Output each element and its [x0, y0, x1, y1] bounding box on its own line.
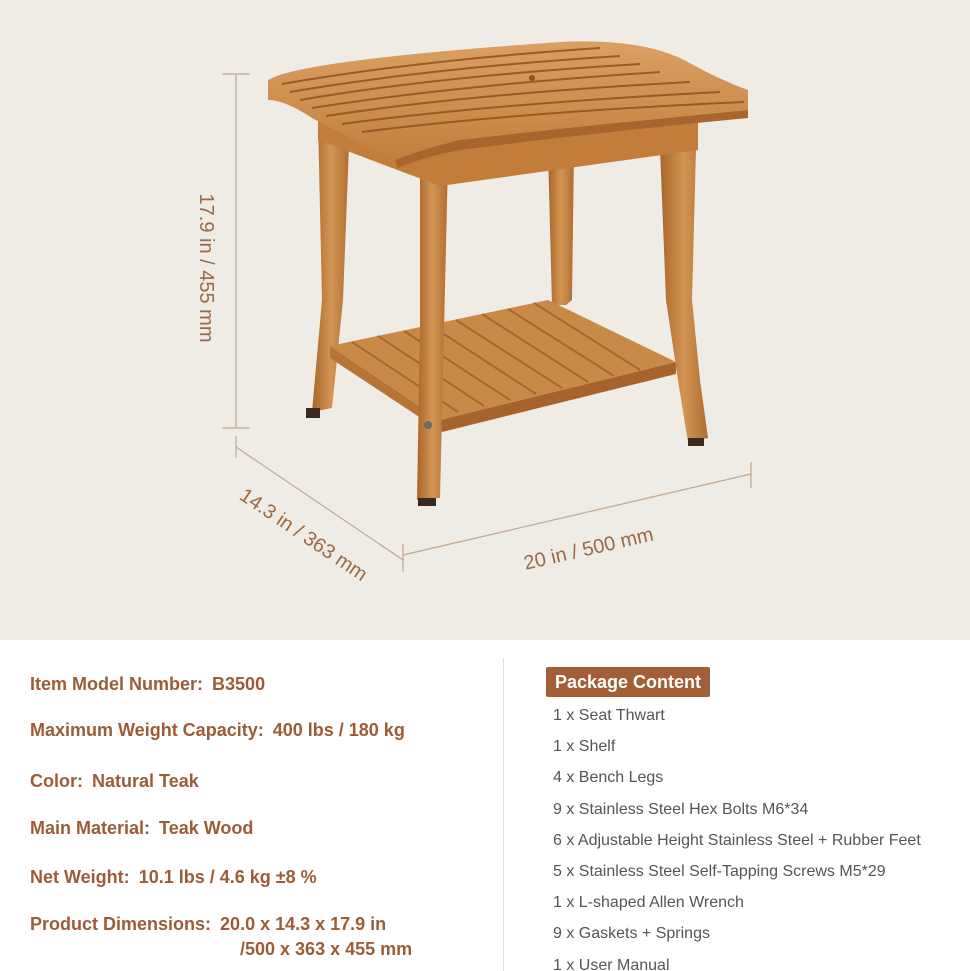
- specifications-section: [0, 640, 970, 971]
- width-dimension-label: 20 in / 500 mm: [521, 523, 656, 575]
- package-item: 1 x Seat Thwart: [553, 707, 665, 724]
- bench-shelf: [330, 300, 676, 432]
- spec-weight-capacity: [30, 719, 405, 741]
- spec-product-dimensions-metric: /500 x 363 x 455 mm: [240, 939, 413, 959]
- package-content-list: [553, 706, 921, 971]
- spec-value: Natural Teak: [92, 771, 199, 791]
- depth-dimension-label: 14.3 in / 363 mm: [235, 484, 372, 586]
- spec-label: Item Model Number:: [30, 674, 204, 694]
- spec-label: Maximum Weight Capacity:: [30, 720, 264, 740]
- package-item: 4 x Bench Legs: [553, 769, 664, 787]
- spec-label: Net Weight:: [30, 867, 130, 887]
- package-item: 1 x L-shaped Allen Wrench: [553, 894, 744, 912]
- spec-label: Product Dimensions:: [30, 914, 212, 934]
- spec-color: [30, 770, 199, 792]
- package-item: 1 x User Manual: [553, 956, 670, 971]
- spec-value: 400 lbs / 180 kg: [272, 720, 405, 740]
- package-item: 1 x Shelf: [553, 738, 616, 756]
- package-item: 9 x Gaskets + Springs: [553, 925, 710, 943]
- spec-net-weight: [30, 866, 317, 888]
- spec-label: Main Material:: [30, 818, 151, 838]
- package-content-heading: Package Content: [546, 667, 710, 697]
- spec-value: B3500: [212, 674, 266, 694]
- package-item: 6 x Adjustable Height Stainless Steel + Rubber Feet: [553, 831, 921, 849]
- package-item: 5 x Stainless Steel Self-Tapping Screws M5*29: [553, 862, 886, 880]
- spec-model-number: [30, 673, 265, 695]
- spec-product-dimensions: [30, 913, 386, 935]
- height-dimension-label: 17.9 in / 455 mm: [195, 193, 217, 343]
- spec-main-material: [30, 817, 253, 839]
- spec-value: Teak Wood: [159, 818, 254, 838]
- spec-value: 10.1 lbs / 4.6 kg ±8 %: [138, 867, 317, 887]
- spec-label: Color:: [30, 771, 83, 791]
- column-divider: [503, 658, 504, 971]
- spec-value: 20.0 x 14.3 x 17.9 in: [220, 914, 387, 934]
- package-item: 9 x Stainless Steel Hex Bolts M6*34: [553, 800, 809, 818]
